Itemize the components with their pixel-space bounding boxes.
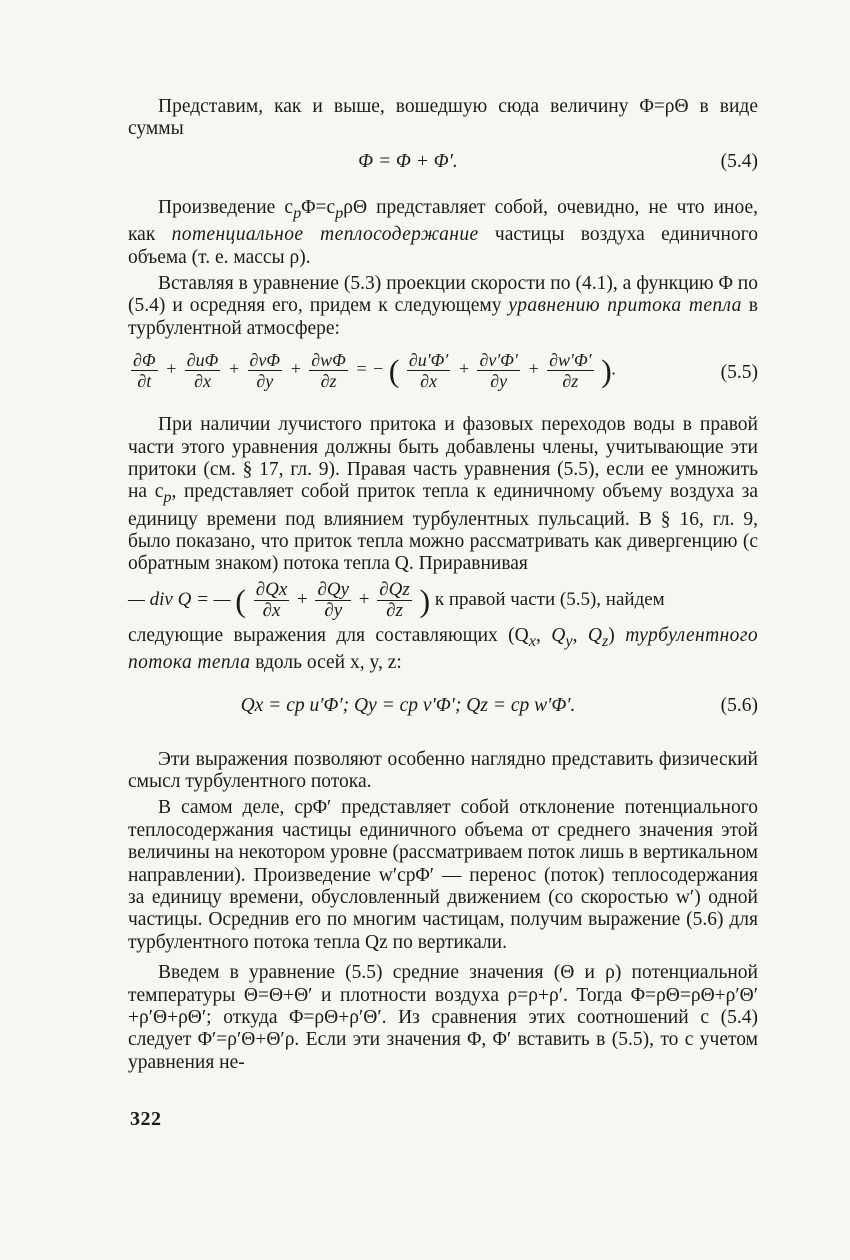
emphasis-potential-heat: потенциальное теплосодержание — [171, 224, 479, 246]
equation-5-4 — [128, 147, 758, 177]
paragraph-1: Представим, как и выше, вошедшую сюда величину Φ=ρΘ в виде суммы — [128, 96, 758, 140]
page-number: 322 — [130, 1108, 162, 1130]
equation-5-5-number: (5.5) — [720, 362, 758, 384]
paragraph-8: Введем в уравнение (5.5) средние значения (Θ и ρ) потенциальной температуры Θ=Θ+Θ′ и плотности воздуха ρ=ρ+ρ′. Тогда Φ=ρΘ=ρΘ+ρ′Θ′+ρ′Θ+ρΘ′; откуда Φ=ρΘ+ρ′Θ′. Из сравнения этих соотношений с (5.4) следует Φ′=ρ′Θ+Θ′ρ. Если эти значения Φ, Φ′ вставить в (5.5), то с учетом уравнения не- — [128, 962, 758, 1073]
equation-5-6-body: Qx = cp u′Φ′; Qy = cp v′Φ′; Qz = cp w′Φ′. — [240, 694, 576, 716]
paragraph-6: Эти выражения позволяют особенно наглядно представить физический смысл турбулентного потока. — [128, 748, 758, 792]
paragraph-2: Произведение $c_p\Phi=c_p\rho\Theta$ представляет собой, очевидно, не что иное, как потенциальное теплосодержание частицы воздуха единичного объема (т. е. массы ρ). — [128, 196, 759, 268]
equation-5-4-number: (5.4) — [720, 150, 758, 172]
paragraph-7: В самом деле, cpΦ′ представляет собой отклонение потенциального теплосодержания частицы единичного объема от среднего значения этой величины на некотором уровне (рассматриваем поток лишь в вертикальном направлении). Произведение w′cpΦ′ — перенос (поток) теплосодержания за единицу времени, обусловленный движением (со скоростью w′) одной частицы. Осреднив его по многим частицам, получим выражение (5.6) для турбулентного потока тепла Qz по вертикали. — [128, 797, 758, 953]
emphasis-heat-inflow-equation: уравнению притока тепла — [508, 295, 742, 317]
equation-5-5: $\frac{\partial\Phi}{\partial t}$ + $\frac{\partial u\Phi}{\partial x}$ + $\frac{\partial v\Phi}{\partial y}$ + $\frac{\partial w\Phi}{\partial z}$ = − ( $\frac{\partial u'\Phi'}{\partial x}$ + $\frac{\partial v'\Phi'}{\partial y}$ + $\frac{\partial w'\Phi'}{\partial z}$ ). (5.5) — [133, 350, 758, 392]
divergence-equation: — div Q = — ( $\frac{\partial Qx}{\partial x}$ + $\frac{\partial Qy}{\partial y}$ + $\frac{\partial Qz}{\partial z}$ ) к правой части (5.5), найдем — [128, 578, 665, 621]
paragraph-4: При наличии лучистого притока и фазовых переходов воды в правой части этого уравнения должны быть добавлены члены, учитывающие эти притоки (см. § 17, гл. 9). Правая часть уравнения (5.5), если ее умножить на $c_p$, представляет собой приток тепла к единичному объему воздуха за единицу времени под влиянием турбулентных пульсаций. В § 16, гл. 9, было показано, что приток тепла можно рассматривать как дивергенцию (с обратным знаком) потока тепла Q. Приравнивая — [128, 414, 759, 575]
equation-5-6-number: (5.6) — [720, 694, 758, 716]
emphasis-turbulent-flux: турбулентного потока тепла — [128, 624, 758, 674]
equation-5-4-body: Φ = Φ + Φ′. — [358, 150, 458, 172]
paragraph-5: следующие выражения для составляющих ($Q_x$, $Q_y$, $Q_z$) турбулентного потока тепла вдоль осей x, y, z: — [128, 624, 758, 674]
page-body — [128, 96, 758, 1074]
paragraph-3: Вставляя в уравнение (5.3) проекции скорости по (4.1), а функцию Φ по (5.4) и осредняя его, придем к следующему уравнению притока тепла в турбулентной атмосфере: — [128, 272, 758, 339]
equation-5-6 — [128, 691, 758, 721]
